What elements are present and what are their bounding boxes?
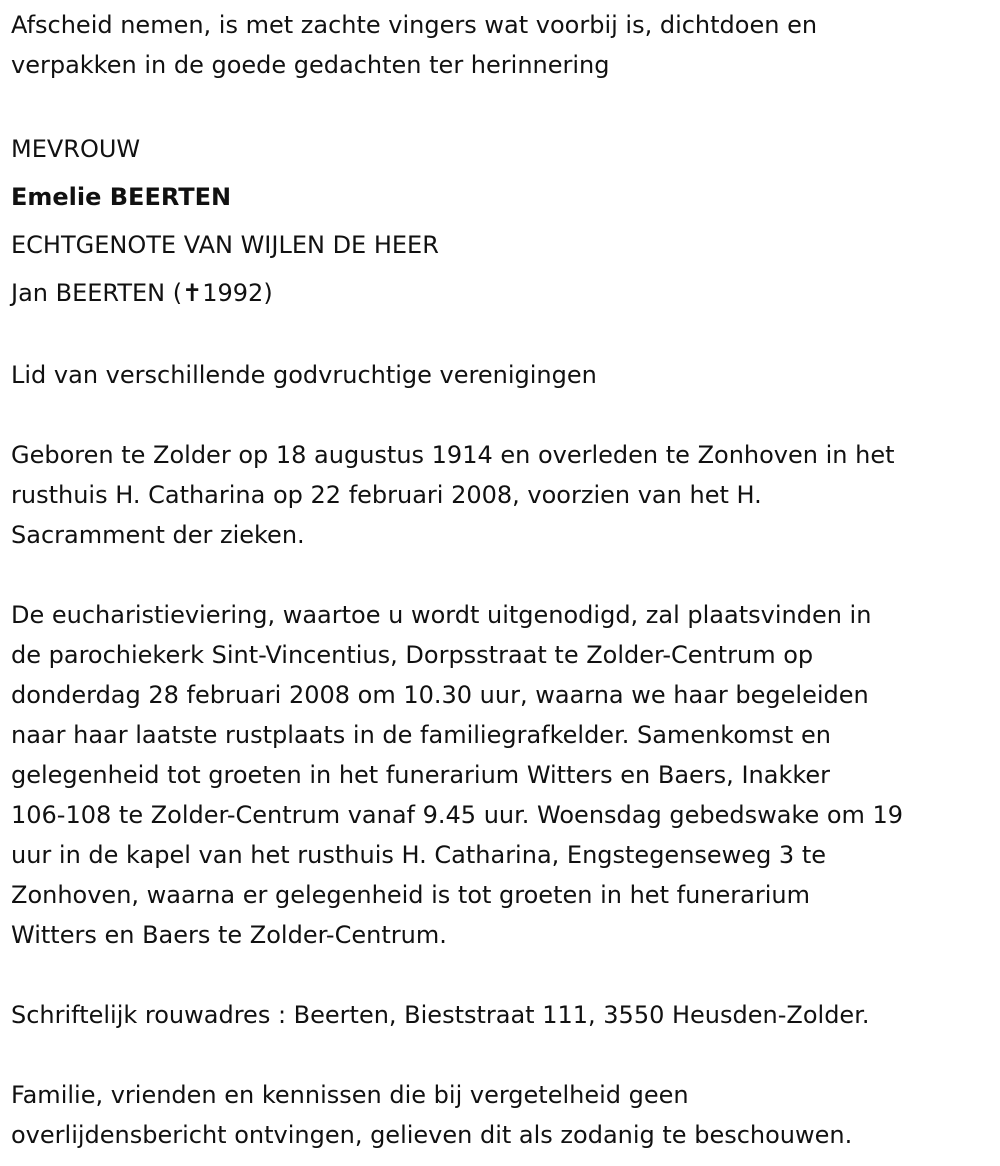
paragraph-line: De eucharistieviering, waartoe u wordt uitgenodigd, zal plaatsvinden in [11,601,872,629]
paragraph-line: overlijdensbericht ontvingen, gelieven dit als zodanig te beschouwen. [11,1121,853,1149]
paragraph-line: Witters en Baers te Zolder-Centrum. [11,921,447,949]
name-block [11,125,996,317]
spacer [11,317,996,355]
paragraph-line: Familie, vrienden en kennissen die bij vergetelheid geen [11,1081,689,1109]
spouse-year: 1992) [202,279,273,307]
address-paragraph [11,995,996,1035]
intro-line: verpakken in de goede gedachten ter herinnering [11,51,610,79]
intro-quote [11,5,996,85]
paragraph-line: naar haar laatste rustplaats in de familiegrafkelder. Samenkomst en [11,721,831,749]
cross-icon: ✝ [182,279,203,307]
paragraph-line: rusthuis H. Catharina op 22 februari 2008, voorzien van het H. [11,481,762,509]
spacer [11,85,996,125]
deceased-name: Emelie BEERTEN [11,183,232,211]
paragraph-line: Zonhoven, waarna er gelegenheid is tot groeten in het funerarium [11,881,810,909]
spacer [11,555,996,595]
membership-text: Lid van verschillende godvruchtige verenigingen [11,361,597,389]
mourning-address: Schriftelijk rouwadres : Beerten, Bieststraat 111, 3550 Heusden-Zolder. [11,1001,870,1029]
paragraph-line: Sacramment der zieken. [11,521,305,549]
paragraph-line: de parochiekerk Sint-Vincentius, Dorpsstraat te Zolder-Centrum op [11,641,814,669]
spacer [11,1035,996,1075]
spouse-line [11,269,996,317]
closing-paragraph [11,1075,996,1155]
paragraph-line: donderdag 28 februari 2008 om 10.30 uur, waarna we haar begeleiden [11,681,869,709]
obituary-notice [11,5,996,1155]
spacer [11,395,996,435]
paragraph-line: 106-108 te Zolder-Centrum vanaf 9.45 uur. Woensdag gebedswake om 19 [11,801,904,829]
membership-paragraph [11,355,996,395]
spacer [11,955,996,995]
ceremony-paragraph [11,595,996,955]
spouse-name: Jan BEERTEN ( [11,279,183,307]
paragraph-line: uur in de kapel van het rusthuis H. Catharina, Engstegenseweg 3 te [11,841,827,869]
birth-death-paragraph [11,435,996,555]
relation-label: ECHTGENOTE VAN WIJLEN DE HEER [11,231,439,259]
honorific: MEVROUW [11,135,141,163]
paragraph-line: Geboren te Zolder op 18 augustus 1914 en overleden te Zonhoven in het [11,441,895,469]
paragraph-line: gelegenheid tot groeten in het funerarium Witters en Baers, Inakker [11,761,831,789]
intro-line: Afscheid nemen, is met zachte vingers wat voorbij is, dichtdoen en [11,11,818,39]
